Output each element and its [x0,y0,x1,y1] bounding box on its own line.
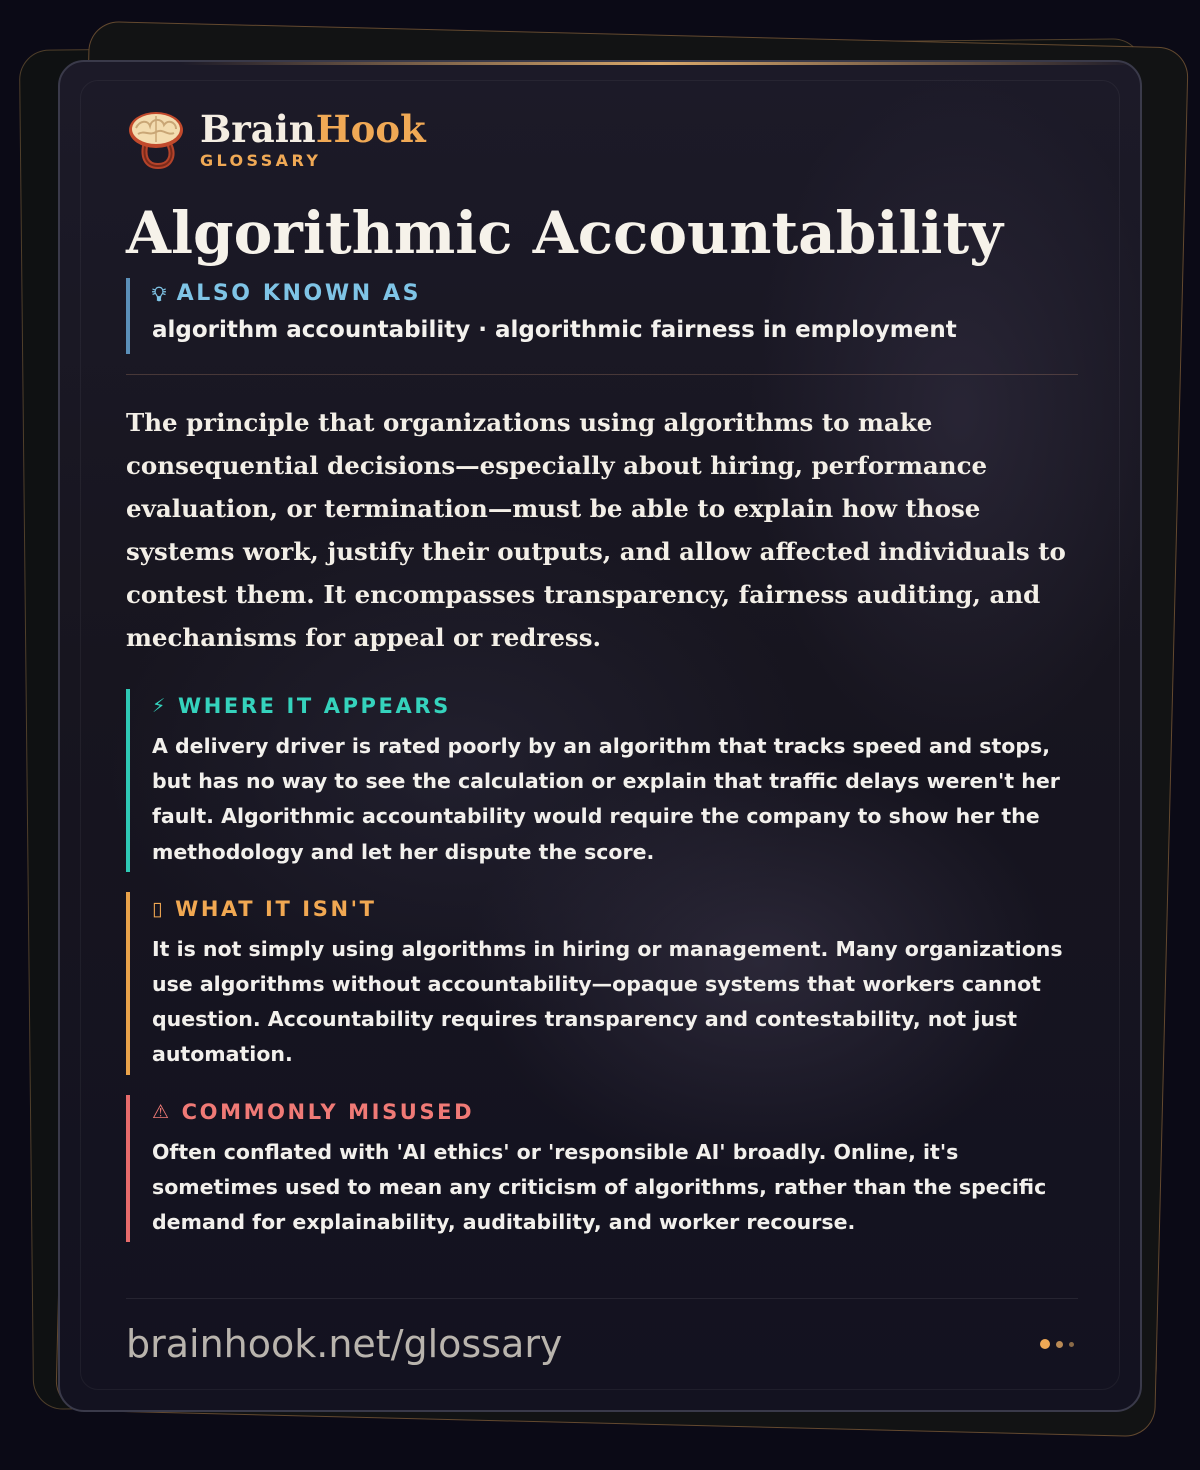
section-body: It is not simply using algorithms in hiring or management. Many organizations use algorithms without accountability—opaque systems that workers cannot question. Accountability requires transparency and contestability, not just automation. [152,936,1063,1067]
section-heading [152,892,1078,926]
footer-divider [126,1298,1078,1299]
section-heading-label: WHERE IT APPEARS [177,694,451,718]
card-content [126,106,1078,1242]
brand-name-brain: Brain [200,106,316,151]
term-title: Algorithmic Accountability [126,199,1003,267]
also-known-as-label: ALSO KNOWN AS [176,281,422,306]
dot [1056,1341,1063,1348]
term-definition: The principle that organizations using algorithms to make consequential decisions—especially about hiring, performance evaluation, or termination—must be able to explain how those systems work, justify their outputs, and allow affected individuals to contest them. It encompasses transparency, fairness auditing, and mechanisms for appeal or redress. [126,408,1066,652]
section-heading-label: COMMONLY MISUSED [181,1099,475,1124]
pagination-dots-icon [1034,1339,1074,1349]
brand-name [200,106,426,151]
not-symbol-icon: ▯ [152,897,166,920]
brain-hook-icon [126,108,186,170]
section-heading-label: WHAT IT ISN'T [175,896,377,921]
lightning-icon: ⚡ [152,695,168,717]
dot [1069,1342,1074,1347]
lightbulb-icon: 💡︎ [152,282,169,306]
brand-header [126,106,1078,172]
section-where-it-appears [126,689,1078,872]
section-body: A delivery driver is rated poorly by an algorithm that tracks speed and stops, but has no way to see the calculation or explain that traffic delays weren't her fault. Algorithmic accountability would require the company to show her the methodology and let her dispute the score. [152,734,1060,864]
brand-name-hook: Hook [315,106,426,151]
section-body: Often conflated with 'AI ethics' or 'responsible AI' broadly. Online, it's sometimes used to mean any criticism of algorithms, rather than the specific demand for explainability, auditability, and worker recourse. [152,1139,1047,1235]
divider [126,374,1078,375]
also-known-as-block [126,278,1078,354]
footer-url-link[interactable]: brainhook.net/glossary [126,1322,563,1366]
section-what-it-isnt [126,892,1078,1075]
section-heading [152,689,1078,723]
section-commonly-misused [126,1095,1078,1243]
dot-active [1040,1339,1050,1349]
also-known-as-terms: algorithm accountability · algorithmic fairness in employment [152,317,957,343]
also-known-as-heading [152,278,1078,310]
brand-subtitle: GLOSSARY [200,150,322,170]
glossary-card [58,60,1142,1412]
brand-text [200,106,426,170]
section-heading [152,1095,1078,1129]
warning-icon: ⚠ [152,1100,172,1123]
